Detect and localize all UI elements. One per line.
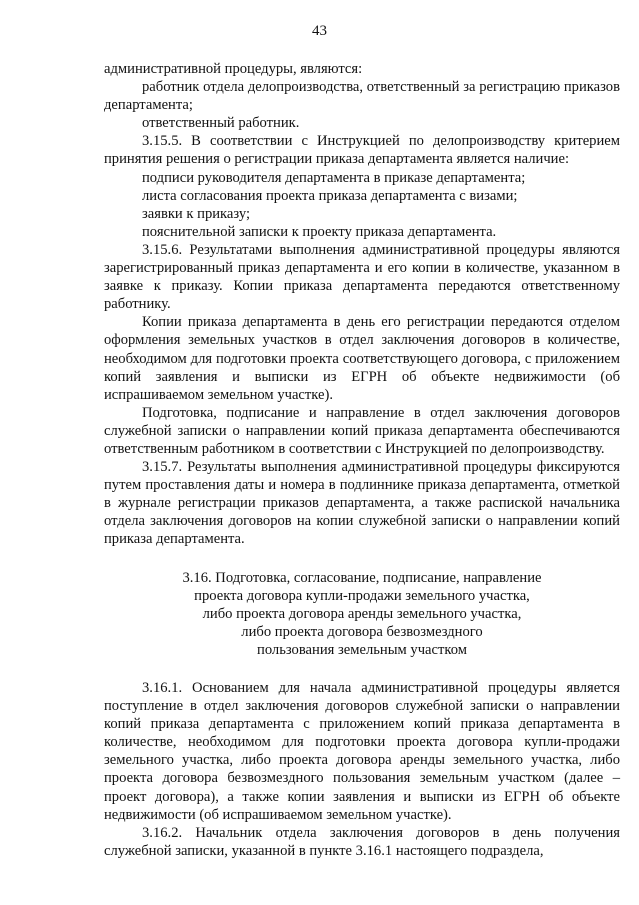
page-number: 43 (312, 23, 327, 39)
paragraph-8: пояснительной записки к проекту приказа департамента. (142, 223, 497, 240)
paragraph-6: листа согласования проекта приказа департамента с визами; (142, 187, 518, 204)
document-body (104, 60, 620, 860)
section-heading-line-3: либо проекта договора аренды земельного участка, (202, 605, 522, 622)
paragraph-4: 3.15.5. В соответствии с Инструкцией по делопроизводству критерием принятия решения о регистрации приказа департамента является наличие: (104, 133, 620, 168)
paragraph-9: 3.15.6. Результатами выполнения административной процедуры являются зарегистрированный приказ департамента и его копии в количестве, указанном в заявке к приказу. Копии приказа департамента передаются ответственному работнику. (104, 241, 620, 313)
paragraph-5: подписи руководителя департамента в приказе департамента; (142, 169, 526, 186)
paragraph-3: ответственный работник. (142, 115, 300, 132)
section-heading-line-5: пользования земельным участком (257, 641, 467, 658)
paragraph-13: 3.16.1. Основанием для начала административной процедуры является поступление в отдел заключения договоров служебной записки о направлении копий приказа департамента с приложением копий приказа департамента в количестве, необходимом для подготовки проекта договора купли-продажи земельного участка, либо проекта договора аренды земельного участка, либо проекта договора безвозмездного пользования земельным участком (далее – проект договора), а также копии заявления и выписки из ЕГРН об объекте недвижимости (об испрашиваемом земельном участке). (104, 680, 620, 823)
paragraph-14: 3.16.2. Начальник отдела заключения договоров в день получения служебной записки, указанной в пункте 3.16.1 настоящего подраздела, (104, 824, 620, 859)
section-heading-line-4: либо проекта договора безвозмездного (241, 623, 483, 640)
section-heading-line-2: проекта договора купли-продажи земельного участка, (194, 587, 530, 604)
section-heading-line-1: 3.16. Подготовка, согласование, подписание, направление (182, 569, 542, 586)
paragraph-7: заявки к приказу; (142, 205, 251, 222)
paragraph-2: работник отдела делопроизводства, ответственный за регистрацию приказов департамента; (104, 79, 620, 114)
paragraph-10: Копии приказа департамента в день его регистрации передаются отделом оформления земельных участков в отдел заключения договоров в количестве, необходимом для подготовки проекта соответствующего договора, с приложением копий заявления и выписки из ЕГРН об объекте недвижимости (об испрашиваемом земельном участке). (104, 314, 620, 403)
paragraph-1: административной процедуры, являются: (104, 61, 363, 77)
paragraph-12: 3.15.7. Результаты выполнения административной процедуры фиксируются путем проставления даты и номера в подлиннике приказа департамента, отметкой в журнале регистрации приказов департамента, а также распиской начальника отдела заключения договоров на копии служебной записки о направлении копий приказа департамента. (104, 459, 620, 548)
paragraph-11: Подготовка, подписание и направление в отдел заключения договоров служебной записки о направлении копий приказа департамента обеспечиваются ответственным работником в соответствии с Инструкцией по делопроизводству. (104, 404, 620, 457)
